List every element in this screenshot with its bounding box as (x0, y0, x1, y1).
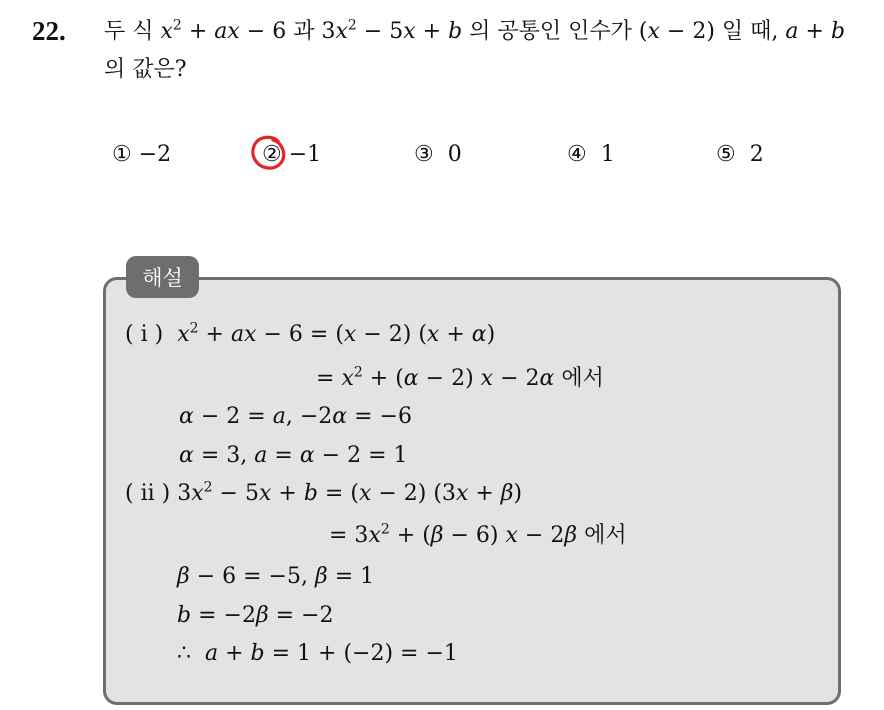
question-line-2: 의 값은? (104, 57, 187, 82)
choice-3-value: 0 (447, 142, 462, 167)
solution-tab-label: 해설 (126, 256, 199, 298)
solution-line-6: = $3x^2 + (\beta - 6) x - 2\beta$ 에서 (329, 521, 627, 548)
selected-answer-circle-mark (249, 133, 289, 173)
solution-line-2: = $x^2 + (\alpha - 2) x - 2\alpha$ 에서 (316, 364, 604, 391)
choice-4[interactable] (567, 142, 615, 167)
choice-1[interactable] (112, 142, 171, 167)
choice-3[interactable] (414, 142, 462, 167)
choice-1-value: −2 (138, 142, 172, 167)
solution-line-3: α − 2 = a, −2α = −6 (179, 404, 412, 429)
choice-5-marker: ⑤ (716, 142, 736, 167)
solution-line-9: ∴ a + b = 1 + (−2) = −1 (177, 641, 458, 666)
question-number: 22. (32, 16, 66, 46)
choice-4-value: 1 (600, 142, 615, 167)
choice-4-marker: ④ (567, 142, 587, 167)
choice-2-value: −1 (288, 142, 322, 167)
solution-line-8: b = −2β = −2 (177, 603, 334, 628)
choice-5[interactable] (716, 142, 764, 167)
choice-3-marker: ③ (414, 142, 434, 167)
choice-5-value: 2 (749, 142, 764, 167)
solution-line-5: ( ii ) $3x^2 - 5x + b = (x - 2) (3x + \beta)$ (125, 479, 523, 506)
choice-1-marker: ① (112, 142, 132, 167)
question-line-1: 두 식 $x^2$ + ax − 6 과 $3x^2 - 5x + b$ 의 공통인 인수가 (x − 2) 일 때, a + b (104, 17, 846, 44)
solution-line-7: β − 6 = −5, β = 1 (177, 564, 375, 589)
solution-line-4: α = 3, a = α − 2 = 1 (179, 443, 408, 468)
choice-2-marker: ② (262, 142, 282, 167)
solution-line-1: ( i ) $x^2$ + ax − 6 = (x − 2) (x + α) (125, 320, 496, 347)
